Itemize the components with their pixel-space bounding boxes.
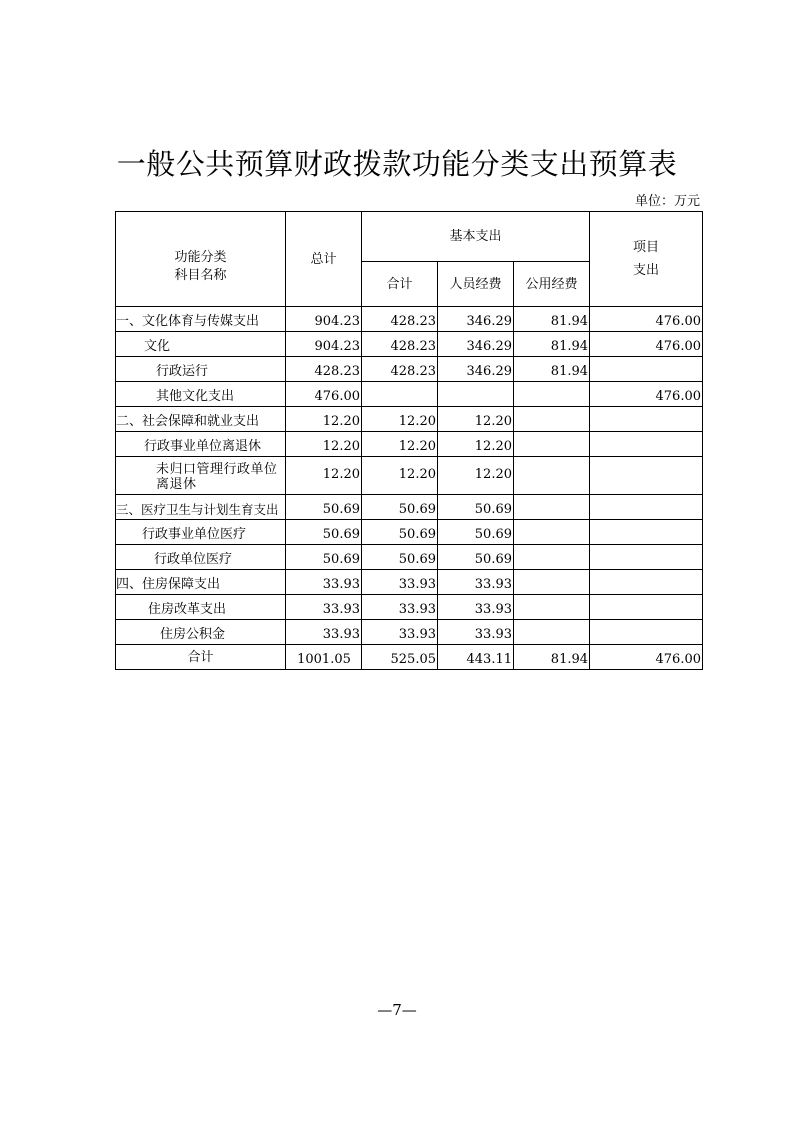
cell-personnel: 12.20 bbox=[438, 407, 514, 432]
cell-basic-sum: 12.20 bbox=[362, 407, 438, 432]
cell-total: 33.93 bbox=[286, 570, 362, 595]
cell-project bbox=[590, 545, 703, 570]
cell-project bbox=[590, 357, 703, 382]
cell-project bbox=[590, 595, 703, 620]
cell-total: 904.23 bbox=[286, 307, 362, 332]
cell-total: 50.69 bbox=[286, 520, 362, 545]
cell-basic-sum: 428.23 bbox=[362, 332, 438, 357]
cell-personnel: 50.69 bbox=[438, 545, 514, 570]
cell-basic-sum: 12.20 bbox=[362, 457, 438, 495]
cell-personnel: 346.29 bbox=[438, 307, 514, 332]
total-label: 合计 bbox=[116, 645, 286, 670]
total-row bbox=[116, 645, 703, 670]
table-row bbox=[116, 595, 703, 620]
cell-personnel: 50.69 bbox=[438, 495, 514, 520]
table-row bbox=[116, 495, 703, 520]
row-name: 行政单位医疗 bbox=[116, 545, 286, 570]
cell-personnel: 33.93 bbox=[438, 620, 514, 645]
cell-project: 476.00 bbox=[590, 307, 703, 332]
total-personnel: 443.11 bbox=[438, 645, 514, 670]
cell-public bbox=[514, 457, 590, 495]
cell-public bbox=[514, 595, 590, 620]
total-basic-sum: 525.05 bbox=[362, 645, 438, 670]
cell-project bbox=[590, 407, 703, 432]
cell-personnel: 33.93 bbox=[438, 595, 514, 620]
table-row bbox=[116, 545, 703, 570]
header-subject bbox=[116, 212, 286, 307]
cell-public bbox=[514, 545, 590, 570]
table-row bbox=[116, 407, 703, 432]
cell-basic-sum: 50.69 bbox=[362, 520, 438, 545]
cell-total: 12.20 bbox=[286, 407, 362, 432]
total-total: 1001.05 bbox=[286, 645, 362, 670]
table-row bbox=[116, 457, 703, 495]
cell-public: 81.94 bbox=[514, 357, 590, 382]
row-name: 住房改革支出 bbox=[116, 595, 286, 620]
row-name: 行政事业单位离退休 bbox=[116, 432, 286, 457]
table-row bbox=[116, 332, 703, 357]
cell-basic-sum: 428.23 bbox=[362, 307, 438, 332]
cell-project bbox=[590, 495, 703, 520]
row-name: 四、住房保障支出 bbox=[116, 570, 286, 595]
row-name: 未归口管理行政单位离退休 bbox=[116, 457, 286, 495]
page-number: —7— bbox=[377, 1001, 417, 1019]
row-name: 文化 bbox=[116, 332, 286, 357]
row-name: 行政运行 bbox=[116, 357, 286, 382]
cell-public bbox=[514, 382, 590, 407]
table-row bbox=[116, 382, 703, 407]
cell-project bbox=[590, 620, 703, 645]
cell-project bbox=[590, 520, 703, 545]
row-name: 行政事业单位医疗 bbox=[116, 520, 286, 545]
table-row bbox=[116, 357, 703, 382]
table-row bbox=[116, 520, 703, 545]
budget-table bbox=[115, 211, 703, 670]
total-project: 476.00 bbox=[590, 645, 703, 670]
table-row bbox=[116, 307, 703, 332]
cell-basic-sum: 50.69 bbox=[362, 495, 438, 520]
header-public: 公用经费 bbox=[514, 262, 590, 307]
cell-total: 12.20 bbox=[286, 432, 362, 457]
cell-public: 81.94 bbox=[514, 307, 590, 332]
cell-total: 476.00 bbox=[286, 382, 362, 407]
table-row bbox=[116, 620, 703, 645]
header-total: 总计 bbox=[286, 212, 362, 307]
header-project-line2: 支出 bbox=[633, 263, 660, 278]
cell-public: 81.94 bbox=[514, 332, 590, 357]
cell-personnel: 50.69 bbox=[438, 520, 514, 545]
header-basic-sum: 合计 bbox=[362, 262, 438, 307]
cell-project bbox=[590, 432, 703, 457]
cell-total: 50.69 bbox=[286, 495, 362, 520]
page-title: 一般公共预算财政拨款功能分类支出预算表 bbox=[116, 147, 678, 181]
cell-public bbox=[514, 620, 590, 645]
cell-personnel: 346.29 bbox=[438, 357, 514, 382]
cell-public bbox=[514, 495, 590, 520]
cell-total: 428.23 bbox=[286, 357, 362, 382]
row-name: 其他文化支出 bbox=[116, 382, 286, 407]
cell-public bbox=[514, 570, 590, 595]
cell-total: 50.69 bbox=[286, 545, 362, 570]
cell-basic-sum: 33.93 bbox=[362, 620, 438, 645]
table-row bbox=[116, 432, 703, 457]
cell-basic-sum bbox=[362, 382, 438, 407]
cell-basic-sum: 50.69 bbox=[362, 545, 438, 570]
cell-project bbox=[590, 570, 703, 595]
row-name: 三、医疗卫生与计划生育支出 bbox=[116, 495, 286, 520]
cell-personnel: 12.20 bbox=[438, 432, 514, 457]
header-project-line1: 项目 bbox=[633, 240, 660, 255]
cell-total: 12.20 bbox=[286, 457, 362, 495]
cell-total: 33.93 bbox=[286, 620, 362, 645]
header-subject-line2: 科目名称 bbox=[174, 267, 227, 283]
cell-basic-sum: 12.20 bbox=[362, 432, 438, 457]
row-name: 二、社会保障和就业支出 bbox=[116, 407, 286, 432]
cell-public bbox=[514, 432, 590, 457]
cell-project: 476.00 bbox=[590, 332, 703, 357]
cell-project bbox=[590, 457, 703, 495]
table-row bbox=[116, 570, 703, 595]
row-name: 一、文化体育与传媒支出 bbox=[116, 307, 286, 332]
cell-personnel: 33.93 bbox=[438, 570, 514, 595]
header-basic: 基本支出 bbox=[362, 212, 590, 262]
header-project bbox=[590, 212, 703, 307]
cell-personnel: 12.20 bbox=[438, 457, 514, 495]
cell-personnel: 346.29 bbox=[438, 332, 514, 357]
cell-total: 33.93 bbox=[286, 595, 362, 620]
cell-personnel bbox=[438, 382, 514, 407]
row-name: 住房公积金 bbox=[116, 620, 286, 645]
cell-basic-sum: 428.23 bbox=[362, 357, 438, 382]
cell-basic-sum: 33.93 bbox=[362, 570, 438, 595]
cell-public bbox=[514, 520, 590, 545]
unit-label: 单位：万元 bbox=[634, 194, 700, 209]
cell-project: 476.00 bbox=[590, 382, 703, 407]
cell-public bbox=[514, 407, 590, 432]
cell-total: 904.23 bbox=[286, 332, 362, 357]
header-subject-line1: 功能分类 bbox=[174, 249, 227, 265]
cell-basic-sum: 33.93 bbox=[362, 595, 438, 620]
total-public: 81.94 bbox=[514, 645, 590, 670]
header-personnel: 人员经费 bbox=[438, 262, 514, 307]
